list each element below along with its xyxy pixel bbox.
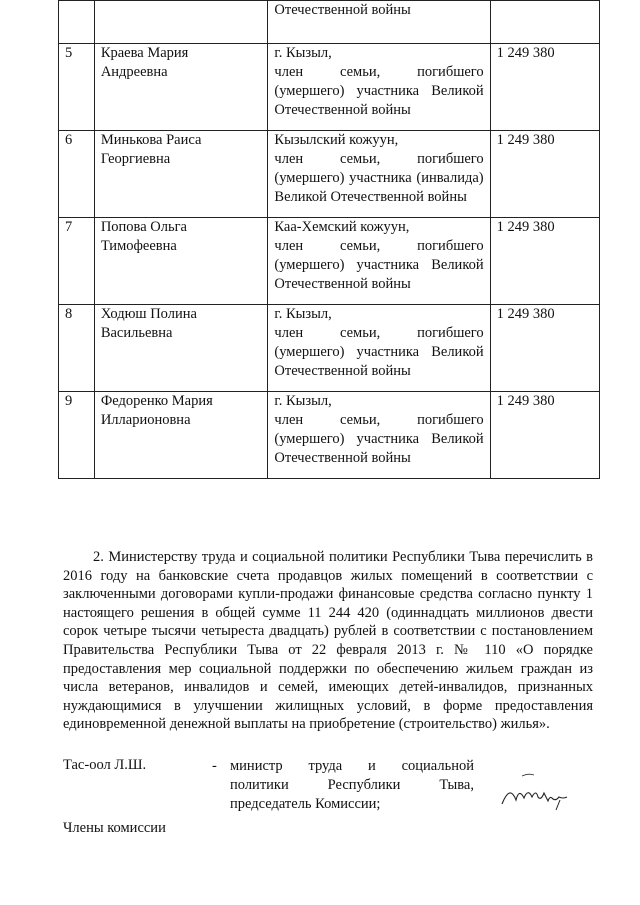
recipient-name-line: Ходюш Полина (100, 306, 197, 322)
recipient-name (94, 392, 268, 479)
position-line: председатель Комиссии; (230, 796, 381, 812)
payment-amount-text: 1 249 380 (496, 132, 555, 148)
recipient-address (268, 218, 490, 305)
address-cell: Отечественной войны (274, 2, 411, 18)
position-line: политики Республики Тыва, (230, 777, 474, 793)
address-line: (умершего) участника Великой (274, 83, 484, 99)
table-row (59, 305, 600, 392)
payment-amount-text: 1 249 380 (496, 219, 555, 235)
payment-amount (490, 131, 599, 218)
address-line: Каа-Хемский кожуун, (274, 219, 410, 235)
recipient-name-line: Тимофеевна (100, 238, 177, 254)
row-number (59, 131, 95, 218)
address-line: (умершего) участника Великой (274, 344, 484, 360)
address-line: Отечественной войны (274, 363, 411, 379)
address-line: член семьи, погибшего (274, 238, 484, 254)
payment-amount (490, 218, 599, 305)
table-body (59, 44, 600, 479)
members-label: Члены комиссии (63, 820, 166, 836)
address-line: член семьи, погибшего (274, 325, 484, 341)
row-number-text: 6 (65, 132, 73, 148)
recipient-name (94, 44, 268, 131)
recipient-address (268, 392, 490, 479)
row-number-text: 8 (65, 306, 73, 322)
table-row (59, 218, 600, 305)
payment-amount-text: 1 249 380 (496, 393, 555, 409)
payment-amount-text: 1 249 380 (496, 306, 555, 322)
recipient-name-line: Илларионовна (100, 412, 191, 428)
table-row (59, 44, 600, 131)
address-line: член семьи, погибшего (274, 151, 484, 167)
recipient-name (94, 131, 268, 218)
recipient-address (268, 131, 490, 218)
address-line: г. Кызыл, (274, 45, 332, 61)
position-line: министр труда и социальной (230, 758, 474, 774)
signatory-name: Тас-оол Л.Ш. (63, 757, 147, 773)
row-number-text: 9 (65, 393, 73, 409)
payment-amount-text: 1 249 380 (496, 45, 555, 61)
recipient-name-line: Попова Ольга (100, 219, 187, 235)
address-line: Отечественной войны (274, 450, 411, 466)
recipient-name-line: Краева Мария (100, 45, 189, 61)
address-line: Отечественной войны (274, 276, 411, 292)
address-line: член семьи, погибшего (274, 64, 484, 80)
address-line: (умершего) участника Великой (274, 257, 484, 273)
row-number-text: 5 (65, 45, 73, 61)
recipient-address (268, 305, 490, 392)
table-row (59, 392, 600, 479)
recipient-name-line: Андреевна (100, 64, 168, 80)
address-line: (умершего) участника Великой (274, 431, 484, 447)
payment-amount (490, 44, 599, 131)
signatory-position (212, 757, 474, 814)
address-line: г. Кызыл, (274, 306, 332, 322)
table-row-continuation (59, 1, 600, 44)
recipient-name-line: Минькова Раиса (100, 132, 202, 148)
address-line: Отечественной войны (274, 102, 411, 118)
handwritten-signature (500, 762, 590, 812)
row-number (59, 44, 95, 131)
recipient-name-line: Васильевна (100, 325, 173, 341)
recipients-table (58, 0, 600, 479)
address-line: Великой Отечественной войны (274, 189, 467, 205)
row-number-text: 7 (65, 219, 73, 235)
row-number (59, 305, 95, 392)
address-line: Кызылский кожуун, (274, 132, 399, 148)
payment-amount (490, 392, 599, 479)
address-line: член семьи, погибшего (274, 412, 484, 428)
recipient-address (268, 44, 490, 131)
address-line: (умершего) участника (инвалида) (274, 170, 484, 186)
recipient-name-line: Федоренко Мария (100, 393, 213, 409)
recipient-name (94, 218, 268, 305)
paragraph-2: 2. Министерству труда и социальной политики Республики Тыва перечислить в 2016 году на банковские счета продавцов жилых помещений в соответствии с заключенными договорами купли-продажи финансовые средства согласно пункту 1 настоящего решения в общей сумме 11 244 420 (одиннадцать миллионов двести сорок четыре тысячи четыреста двадцать) рублей в соответствии с постановлением Правительства Республики Тыва от 22 февраля 2013 г. № 110 «О порядке предоставления мер социальной поддержки по обеспечению жильем граждан из числа ветеранов, инвалидов и семей, имеющих детей-инвалидов, признанных нуждающимися в улучшении жилищных условий, в форме предоставления единовременной денежной выплаты на приобретение (строительство) жилья». (63, 549, 593, 733)
address-line: г. Кызыл, (274, 393, 332, 409)
recipient-name (94, 305, 268, 392)
dash: - (212, 758, 217, 774)
payment-amount (490, 305, 599, 392)
row-number (59, 218, 95, 305)
table-row (59, 131, 600, 218)
recipient-name-line: Георгиевна (100, 151, 171, 167)
row-number (59, 392, 95, 479)
